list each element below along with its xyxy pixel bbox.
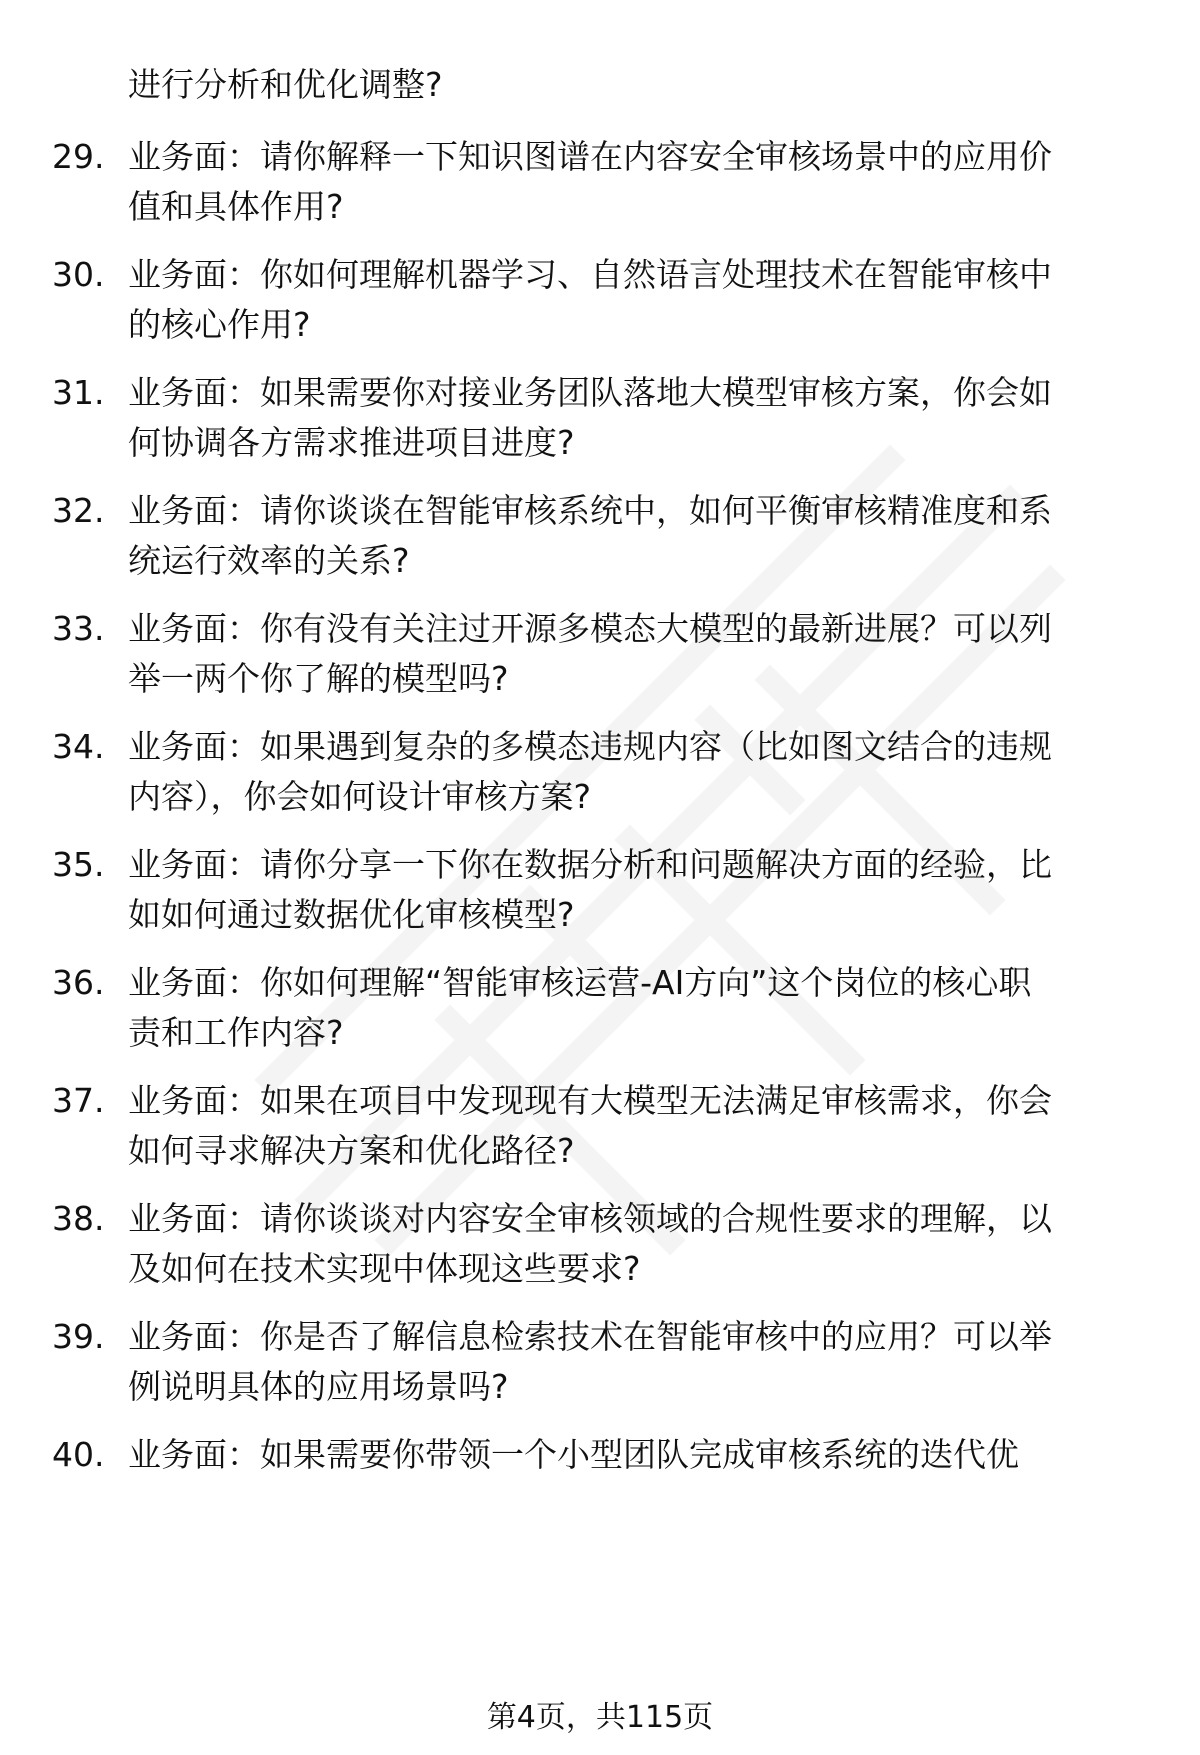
question-text-line: 何协调各方需求推进项目进度? — [128, 423, 575, 462]
question-text-line: 值和具体作用? — [128, 187, 344, 226]
list-item — [0, 958, 1200, 1068]
question-text-line: 责和工作内容? — [128, 1013, 344, 1052]
list-item — [0, 1312, 1200, 1422]
question-text-line: 业务面：请你谈谈在智能审核系统中，如何平衡审核精准度和系 — [128, 491, 1052, 530]
question-text-line: 业务面：如果需要你对接业务团队落地大模型审核方案，你会如 — [128, 373, 1052, 412]
question-number: 33. — [52, 609, 105, 648]
question-number: 36. — [52, 963, 105, 1002]
question-text-line: 如何寻求解决方案和优化路径? — [128, 1131, 575, 1170]
list-item — [0, 368, 1200, 478]
list-item — [0, 722, 1200, 832]
page-footer: 第4页，共115页 — [486, 1700, 714, 1735]
question-number: 32. — [52, 491, 105, 530]
question-text — [128, 722, 1158, 822]
question-number: 31. — [52, 373, 105, 412]
question-text-line: 业务面：你如何理解机器学习、自然语言处理技术在智能审核中 — [128, 255, 1052, 294]
question-text-line: 业务面：你如何理解“智能审核运营-AI方向”这个岗位的核心职 — [128, 963, 1032, 1002]
question-number: 30. — [52, 255, 105, 294]
question-text — [128, 368, 1158, 468]
question-text — [128, 486, 1158, 586]
question-text-line: 业务面：请你解释一下知识图谱在内容安全审核场景中的应用价 — [128, 137, 1052, 176]
question-text-line: 统运行效率的关系? — [128, 541, 410, 580]
question-text-line: 业务面：如果在项目中发现现有大模型无法满足审核需求，你会 — [128, 1081, 1052, 1120]
list-item — [0, 1194, 1200, 1304]
list-item — [0, 1430, 1200, 1540]
question-number: 29. — [52, 137, 105, 176]
question-text — [128, 1430, 1158, 1480]
list-item — [0, 604, 1200, 714]
question-number: 37. — [52, 1081, 105, 1120]
question-text-line: 举一两个你了解的模型吗? — [128, 659, 509, 698]
list-item — [0, 132, 1200, 242]
continuation-line: 进行分析和优化调整? — [128, 65, 443, 104]
question-text-line: 及如何在技术实现中体现这些要求? — [128, 1249, 641, 1288]
question-text-line: 业务面：如果需要你带领一个小型团队完成审核系统的迭代优 — [128, 1435, 1019, 1474]
question-text — [128, 1312, 1158, 1412]
question-text-line: 业务面：你有没有关注过开源多模态大模型的最新进展？可以列 — [128, 609, 1052, 648]
question-text — [128, 840, 1158, 940]
list-item — [0, 250, 1200, 360]
question-text — [128, 250, 1158, 350]
question-number: 39. — [52, 1317, 105, 1356]
question-number: 34. — [52, 727, 105, 766]
question-text — [128, 604, 1158, 704]
question-number: 38. — [52, 1199, 105, 1238]
question-text-line: 如如何通过数据优化审核模型? — [128, 895, 575, 934]
question-text-line: 业务面：如果遇到复杂的多模态违规内容（比如图文结合的违规 — [128, 727, 1052, 766]
question-text — [128, 1194, 1158, 1294]
question-text-line: 业务面：你是否了解信息检索技术在智能审核中的应用？可以举 — [128, 1317, 1052, 1356]
question-text-line: 内容），你会如何设计审核方案? — [128, 777, 592, 816]
question-text-line: 业务面：请你谈谈对内容安全审核领域的合规性要求的理解，以 — [128, 1199, 1052, 1238]
list-item — [0, 1076, 1200, 1186]
question-text-line: 的核心作用? — [128, 305, 311, 344]
question-text — [128, 132, 1158, 232]
list-item — [0, 840, 1200, 950]
list-item — [0, 486, 1200, 596]
question-text-line: 例说明具体的应用场景吗? — [128, 1367, 509, 1406]
question-text — [128, 1076, 1158, 1176]
question-text-line: 业务面：请你分享一下你在数据分析和问题解决方面的经验，比 — [128, 845, 1052, 884]
question-text — [128, 958, 1158, 1058]
question-number: 35. — [52, 845, 105, 884]
question-number: 40. — [52, 1435, 105, 1474]
